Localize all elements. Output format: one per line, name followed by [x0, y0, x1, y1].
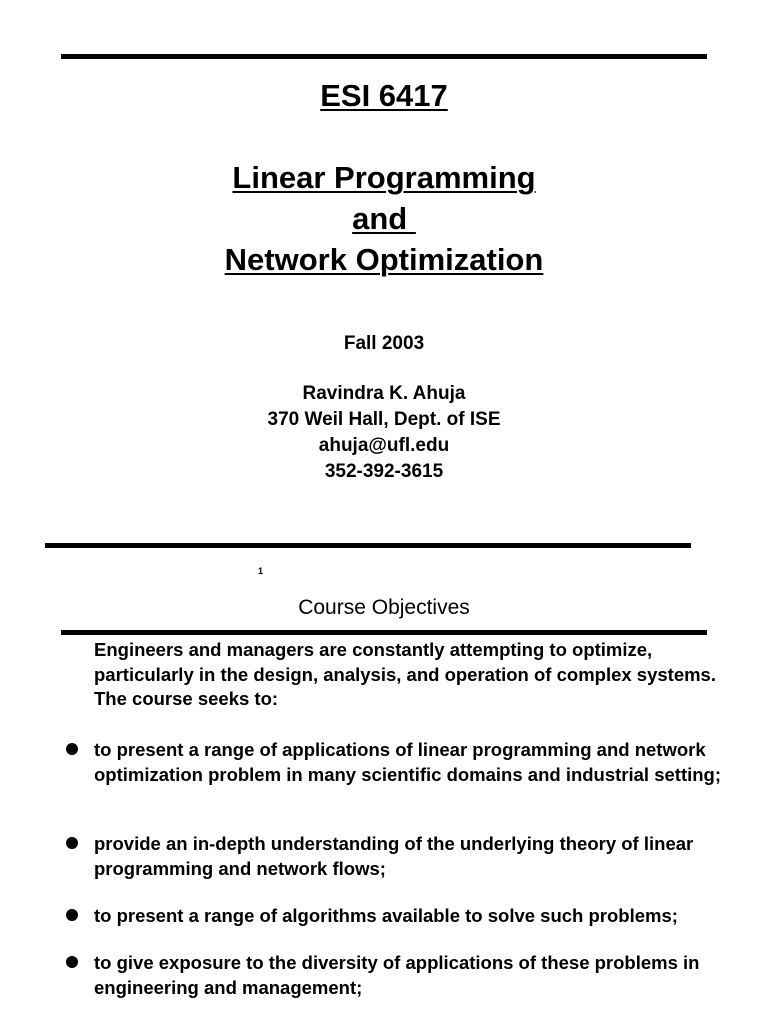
- objectives-heading: Course Objectives: [298, 596, 470, 619]
- course-title-line-1-text: Linear Programming: [232, 160, 536, 195]
- top-rule: [61, 54, 707, 59]
- instructor-name: Ravindra K. Ahuja: [302, 383, 466, 404]
- instructor-email: ahuja@ufl.edu: [318, 435, 450, 456]
- course-code: [0, 76, 768, 116]
- term: Fall 2003: [343, 333, 425, 354]
- instructor-office: 370 Weil Hall, Dept. of ISE: [267, 409, 501, 430]
- course-title-line-1: [0, 158, 768, 198]
- instructor-phone: 352-392-3615: [324, 461, 444, 482]
- course-title-line-2: [0, 199, 768, 239]
- course-title-line-3: [0, 240, 768, 280]
- list-item-text: to give exposure to the diversity of applications of these problems in engineering and management;: [94, 952, 700, 998]
- bullet-icon: [66, 837, 78, 849]
- bullet-icon: [66, 743, 78, 755]
- bullet-icon: [66, 956, 78, 968]
- list-item-text: to present a range of applications of linear programming and network optimization problem in many scientific domains and industrial setting;: [94, 739, 722, 785]
- course-title-line-2-text: and: [352, 201, 416, 236]
- list-item-text: provide an in-depth understanding of the underlying theory of linear programming and network flows;: [94, 833, 694, 879]
- course-code-text: ESI 6417: [320, 78, 448, 113]
- bullet-icon: [66, 909, 78, 921]
- list-item-text: to present a range of algorithms available to solve such problems;: [94, 905, 678, 926]
- course-title-line-3-text: Network Optimization: [224, 242, 544, 277]
- bottom-rule-slide-1: [45, 543, 691, 548]
- objectives-rule: [61, 630, 707, 635]
- page-number: 1: [258, 566, 264, 576]
- intro-paragraph: Engineers and managers are constantly attempting to optimize, particularly in the design, analysis, and operation of complex systems. The course seeks to:: [94, 639, 716, 709]
